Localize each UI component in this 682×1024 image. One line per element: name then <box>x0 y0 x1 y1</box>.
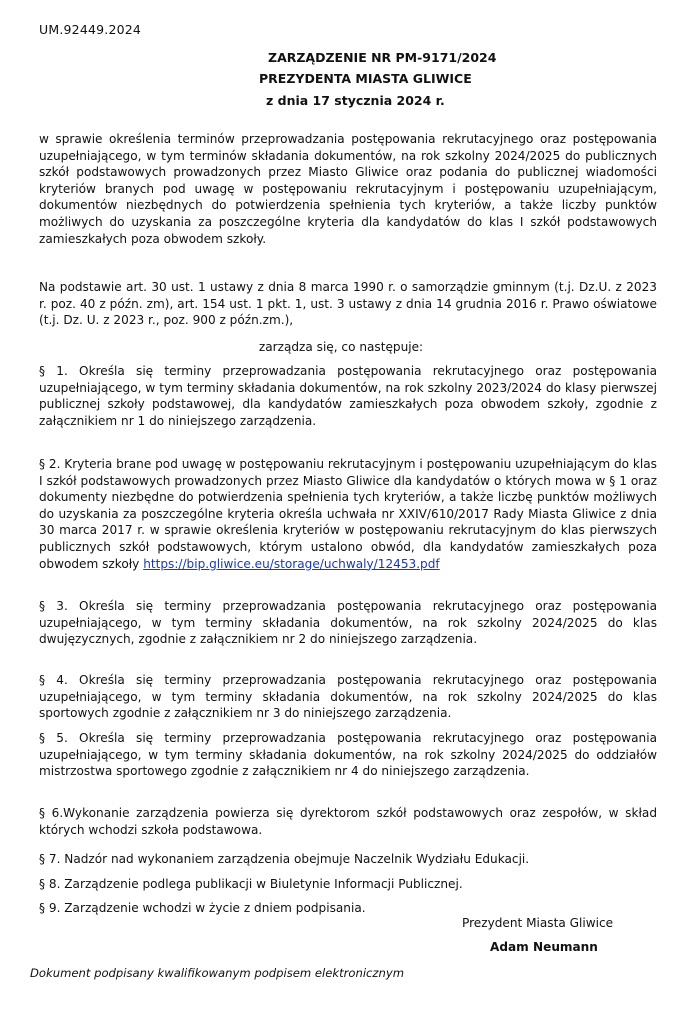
section-1: § 1. Określa się terminy przeprowadzania postępowania rekrutacyjnego oraz postępowania uzupełniającego, w tym terminy składania dokumentów, na rok szkolny 2023/2024 do klasy pierwszej publicznej szkoły podstawowej, dla kandydatów zamieszkałych poza obwodem szkoły, zgodnie z załącznikiem nr 1 do niniejszego zarządzenia. <box>39 364 657 428</box>
section-2 <box>39 456 657 572</box>
section-4: § 4. Określa się terminy przeprowadzania postępowania rekrutacyjnego oraz postępowania uzupełniającego, w tym terminy składania dokumentów, na rok szkolny 2024/2025 do klas sportowych zgodnie z załącznikiem nr 3 do niniejszego zarządzenia. <box>39 673 657 721</box>
decree-intro: zarządza się, co następuje: <box>258 340 424 354</box>
signatory-role: Prezydent Miasta Gliwice <box>462 916 614 930</box>
section-3: § 3. Określa się terminy przeprowadzania postępowania rekrutacyjnego oraz postępowania uzupełniającego, w tym terminy składania dokumentów, na rok szkolny 2024/2025 do klas dwujęzycznych, zgodnie z załącznikiem nr 2 do niniejszego zarządzenia. <box>39 599 657 647</box>
issuer-title: PREZYDENTA MIASTA GLIWICE <box>259 71 472 86</box>
section-7: § 7. Nadzór nad wykonaniem zarządzenia obejmuje Naczelnik Wydziału Edukacji. <box>39 852 530 866</box>
decree-date: z dnia 17 stycznia 2024 r. <box>266 93 445 108</box>
reference-number: UM.92449.2024 <box>39 22 142 37</box>
section-6: § 6.Wykonanie zarządzenia powierza się dyrektorom szkół podstawowych oraz zespołów, w skład których wchodzi szkoła podstawowa. <box>39 806 657 837</box>
legal-basis-paragraph: Na podstawie art. 30 ust. 1 ustawy z dnia 8 marca 1990 r. o samorządzie gminnym (t.j. Dz.U. z 2023 r. poz. 40 z późn. zm), art. 154 ust. 1 pkt. 1, ust. 3 ustawy z dnia 14 grudnia 2016 r. Prawo oświatowe (t.j. Dz. U. z 2023 r., poz. 900 z późn.zm.), <box>39 280 657 328</box>
section-2-text: § 2. Kryteria brane pod uwagę w postępowaniu rekrutacyjnym i postępowaniu uzupełniającym do klas I szkół podstawowych prowadzonych przez Miasto Gliwice dla kandydatów o których mowa w § 1 oraz dokumenty niezbędne do potwierdzenia spełnienia tych kryteriów, a także liczbę punktów możliwych do uzyskania za poszczególne kryteria określa uchwała nr XXIV/610/2017 Rady Miasta Gliwice z dnia 30 marca 2017 r. w sprawie określenia kryteriów w postępowaniu rekrutacyjnym do klas pierwszych publicznych szkół podstawowych, którym ustalono obwód, dla kandydatów zamieszkałych poza obwodem szkoły <box>39 457 657 571</box>
section-9: § 9. Zarządzenie wchodzi w życie z dniem podpisania. <box>39 901 366 915</box>
uchwala-pdf-link[interactable]: https://bip.gliwice.eu/storage/uchwaly/12453.pdf <box>143 556 440 571</box>
subject-paragraph: w sprawie określenia terminów przeprowadzania postępowania rekrutacyjnego oraz postępowania uzupełniającego, w tym terminów składania dokumentów, na rok szkolny 2024/2025 do publicznych szkół podstawowych prowadzonych przez Miasto Gliwice oraz podania do publicznej wiadomości kryteriów branych pod uwagę w postępowaniu rekrutacyjnym i postępowaniu uzupełniającym, dokumentów niezbędnych do potwierdzenia spełnienia tych kryteriów, a także liczby punktów możliwych do uzyskania za poszczególne kryteria dla kandydatów do klas I szkół podstawowych zamieszkałych poza obwodem szkoły. <box>39 132 657 246</box>
section-5: § 5. Określa się terminy przeprowadzania postępowania rekrutacyjnego oraz postępowania uzupełniającego, w tym terminy składania dokumentów, na rok szkolny 2024/2025 do oddziałów mistrzostwa sportowego zgodnie z załącznikiem nr 4 do niniejszego zarządzenia. <box>39 731 657 779</box>
decree-title: ZARZĄDZENIE NR PM-9171/2024 <box>268 50 497 65</box>
signatory-name: Adam Neumann <box>490 940 598 954</box>
section-8: § 8. Zarządzenie podlega publikacji w Biuletynie Informacji Publicznej. <box>39 877 463 891</box>
electronic-signature-note: Dokument podpisany kwalifikowanym podpisem elektronicznym <box>30 966 405 980</box>
